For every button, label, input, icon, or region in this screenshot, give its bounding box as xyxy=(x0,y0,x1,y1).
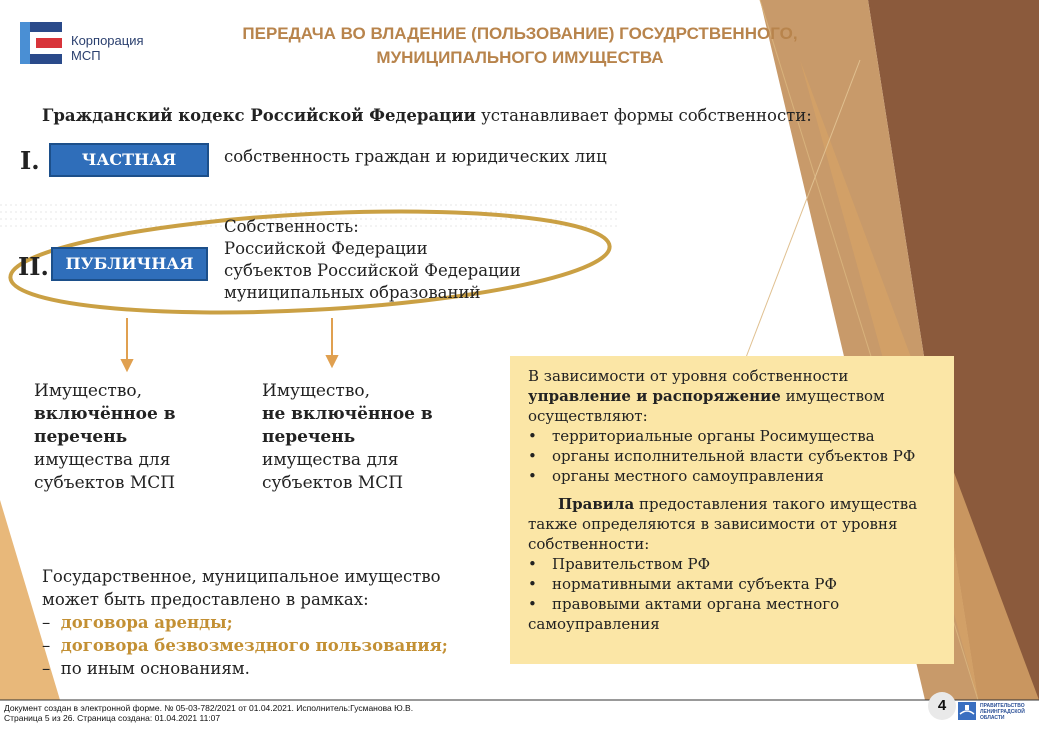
bottom-text xyxy=(42,565,448,680)
public-line1: Собственность: xyxy=(224,217,359,236)
bottom-item3 xyxy=(42,657,448,680)
box-list2-tail: самоуправления xyxy=(528,615,660,633)
col2-b2: перечень xyxy=(262,427,356,447)
column-included xyxy=(34,380,176,495)
list-item: • нормативными актами субъекта РФ xyxy=(528,574,946,594)
col1-l2: имущества для xyxy=(34,450,171,470)
column-not-included xyxy=(262,380,433,495)
arrow-right xyxy=(327,318,337,366)
public-line2: Российской Федерации xyxy=(224,239,428,258)
bottom-line2: может быть предоставлено в рамках: xyxy=(42,590,369,609)
box-p2-rest: предоставления такого имущества xyxy=(639,495,918,513)
list-item: • территориальные органы Росимущества xyxy=(528,426,946,446)
box-p2-line3: собственности: xyxy=(528,535,650,553)
box-p1-pre: В зависимости от уровня собственности xyxy=(528,367,849,385)
gov-text xyxy=(980,703,1025,721)
col2-l2: имущества для xyxy=(262,450,399,470)
gov-line3: ОБЛАСТИ xyxy=(980,715,1005,721)
col2-l1: Имущество, xyxy=(262,381,371,401)
dash: – xyxy=(42,659,51,678)
bottom-item1 xyxy=(42,611,448,634)
title-line2: МУНИЦИПАЛЬНОГО ИМУЩЕСТВА xyxy=(376,48,664,67)
col1-b2: перечень xyxy=(34,427,128,447)
gov-line1: ПРАВИТЕЛЬСТВО xyxy=(980,703,1025,709)
col1-l1: Имущество, xyxy=(34,381,143,401)
numeral-2: II. xyxy=(18,252,49,281)
list-item: • Правительством РФ xyxy=(528,554,946,574)
logo-icon xyxy=(20,22,62,64)
col1-b1: включённое в xyxy=(34,404,176,424)
list-item: • правовыми актами органа местного xyxy=(528,594,946,614)
page-title xyxy=(190,22,850,70)
box-p1-bold: управление и распоряжение xyxy=(528,387,781,405)
bottom-item3-text: по иным основаниям. xyxy=(60,659,250,678)
box-p1-post: имуществом xyxy=(785,387,885,405)
box-list1 xyxy=(528,426,946,486)
list-item: • органы местного самоуправления xyxy=(528,466,946,486)
gov-line2: ЛЕНИНГРАДСКОЙ xyxy=(980,709,1025,715)
logo-line1: Корпорация xyxy=(71,33,144,48)
col2-l3: субъектов МСП xyxy=(262,473,404,493)
col2-b1: не включённое в xyxy=(262,404,433,424)
box-p1 xyxy=(528,366,946,426)
gov-emblem-icon xyxy=(958,702,976,720)
col1-l3: субъектов МСП xyxy=(34,473,176,493)
desc-public xyxy=(224,216,521,304)
bottom-item1-text: договора аренды; xyxy=(60,613,233,632)
info-box xyxy=(510,356,954,664)
footer-line2: Страница 5 из 26. Страница создана: 01.04.2021 11:07 xyxy=(4,713,221,723)
intro-rest: устанавливает формы собственности: xyxy=(481,106,812,125)
box-list2 xyxy=(528,554,946,614)
intro-sentence xyxy=(42,106,922,125)
box-p2-line2: также определяются в зависимости от уровня xyxy=(528,515,898,533)
badge-public: ПУБЛИЧНАЯ xyxy=(51,247,208,281)
box-p2-bold: Правила xyxy=(558,495,635,513)
list-item: • органы исполнительной власти субъектов РФ xyxy=(528,446,946,466)
public-line3: субъектов Российской Федерации xyxy=(224,261,521,280)
bottom-line1: Государственное, муниципальное имущество xyxy=(42,567,441,586)
public-line4: муниципальных образований xyxy=(224,283,481,302)
footer-text xyxy=(4,703,413,723)
bottom-item2 xyxy=(42,634,448,657)
bottom-item2-text: договора безвозмездного пользования; xyxy=(60,636,448,655)
page-number: 4 xyxy=(928,692,956,720)
desc-private: собственность граждан и юридических лиц xyxy=(224,147,607,166)
dash: – xyxy=(42,636,51,655)
badge-private: ЧАСТНАЯ xyxy=(49,143,209,177)
title-line1: ПЕРЕДАЧА ВО ВЛАДЕНИЕ (ПОЛЬЗОВАНИЕ) ГОСУДРСТВЕННОГО, xyxy=(242,24,798,43)
logo-text xyxy=(71,33,144,63)
logo-line2: МСП xyxy=(71,48,101,63)
box-p1-end: осуществляют: xyxy=(528,407,648,425)
box-p2 xyxy=(528,494,946,554)
arrow-left xyxy=(122,318,132,370)
dash: – xyxy=(42,613,51,632)
intro-bold: Гражданский кодекс Российской Федерации xyxy=(42,106,476,125)
numeral-1: I. xyxy=(20,146,40,175)
footer-line1: Документ создан в электронной форме. № 05-03-782/2021 от 01.04.2021. Исполнитель:Гусманова Ю.В. xyxy=(4,703,414,713)
